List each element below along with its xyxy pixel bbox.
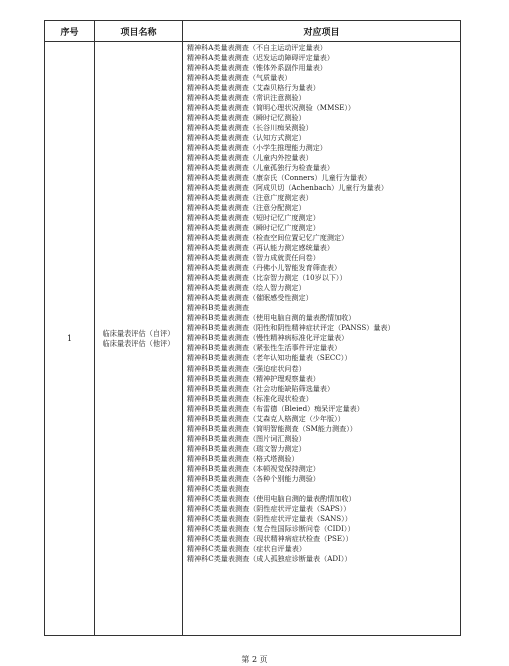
list-item: 精神科A类量表测查（绘人智力测定） <box>187 283 306 293</box>
list-item: 精神科A类量表测查（瞬时记忆测验） <box>187 113 306 123</box>
list-item: 精神科C类量表测查（现状精神病症状检查（PSE）） <box>187 533 353 543</box>
list-item: 精神科B类量表测查 <box>187 303 249 313</box>
list-item: 精神科A类量表测查（智力成就责任问卷） <box>187 253 320 263</box>
list-item: 精神科A类量表测查（小学生推理能力测定） <box>187 143 327 153</box>
list-item: 精神科A类量表测查（检查空间位置记忆广度测定） <box>187 233 349 243</box>
list-item: 精神科B类量表测查（慢性精神病标准化评定量表） <box>187 333 349 343</box>
project-name-line: 临床量表评估（自评） <box>102 328 175 338</box>
items-table <box>44 20 461 636</box>
project-name-line: 临床量表评估（他评） <box>102 338 175 348</box>
list-item: 精神科C类量表测查（使用电脑自测的量表酌情加收） <box>187 493 356 503</box>
row-items-cell <box>183 42 461 636</box>
header-corresponding-items: 对应项目 <box>183 21 461 42</box>
list-item: 精神科B类量表测查（阳性和阴性精神症状评定（PANSS）量表） <box>187 323 395 333</box>
list-item: 精神科B类量表测查（本顿视觉保持测定） <box>187 463 320 473</box>
list-item: 精神科A类量表测查（瞬时记忆广度测定） <box>187 223 320 233</box>
list-item: 精神科A类量表测查（不自主运动评定量表） <box>187 43 327 52</box>
items-list <box>187 43 460 635</box>
list-item: 精神科A类量表测查（艾森贝格行为量表） <box>187 83 320 93</box>
list-item: 精神科B类量表测查（社会功能缺陷筛选量表） <box>187 383 335 393</box>
list-item: 精神科A类量表测查（儿童孤独行为检查量表） <box>187 163 334 173</box>
list-item: 精神科B类量表测查（强迫症状问卷） <box>187 363 306 373</box>
list-item: 精神科A类量表测查（长谷川痴呆测验） <box>187 123 313 133</box>
list-item: 精神科A类量表测查（康奈氏（Conners）儿童行为量表） <box>187 173 372 183</box>
list-item: 精神科A类量表测查（注意广度测定表） <box>187 193 313 203</box>
list-item: 精神科A类量表测查（催眠感受性测定） <box>187 293 313 303</box>
list-item: 精神科A类量表测查（再认能力测定感统量表） <box>187 243 334 253</box>
list-item: 精神科B类量表测查（艾森克人格测定（少年版）） <box>187 413 345 423</box>
list-item: 精神科C类量表测查（成人孤独症诊断量表（ADI）） <box>187 553 352 563</box>
list-item: 精神科A类量表测查（常识注意测验） <box>187 93 306 103</box>
list-item: 精神科A类量表测查（比奈智力测定（10岁以下）） <box>187 273 347 283</box>
row-project-name <box>95 42 183 636</box>
list-item: 精神科A类量表测查（丹佛小儿智能发育筛查表） <box>187 263 342 273</box>
list-item: 精神科B类量表测查（精神护理观察量表） <box>187 373 320 383</box>
list-item: 精神科B类量表测查（格式塔测验） <box>187 453 299 463</box>
list-item: 精神科B类量表测查（紧张性生活事件评定量表） <box>187 343 342 353</box>
list-item: 精神科B类量表测查（各种个别能力测验） <box>187 473 320 483</box>
list-item: 精神科B类量表测查（老年认知功能量表（SECC）） <box>187 353 352 363</box>
header-number: 序号 <box>45 21 95 42</box>
list-item: 精神科A类量表测查（短时记忆广度测定） <box>187 213 320 223</box>
list-item: 精神科C类量表测查 <box>187 483 250 493</box>
list-item: 精神科A类量表测查（气质量表） <box>187 73 292 83</box>
row-number: 1 <box>45 42 95 636</box>
list-item: 精神科C类量表测查（阴性症状评定量表（SANS）） <box>187 513 352 523</box>
table-row <box>45 42 461 636</box>
list-item: 精神科B类量表测查（图片词汇测验） <box>187 433 306 443</box>
list-item: 精神科A类量表测查（注意分配测定） <box>187 203 306 213</box>
list-item: 精神科B类量表测查（简明智能测查（SM能力测查）） <box>187 423 357 433</box>
list-item: 精神科B类量表测查（使用电脑自测的量表酌情加收） <box>187 313 356 323</box>
page-number: 第 2 页 <box>241 655 268 664</box>
list-item: 精神科A类量表测查（锥体外系副作用量表） <box>187 63 327 73</box>
table-header-row <box>45 21 461 42</box>
list-item: 精神科B类量表测查（布雷德（Bleied）痴呆评定量表） <box>187 403 364 413</box>
list-item: 精神科A类量表测查（迟发运动障碍评定量表） <box>187 53 334 63</box>
list-item: 精神科B类量表测查（标准化现状检查） <box>187 393 313 403</box>
list-item: 精神科C类量表测查（复合性国际诊断问卷（CIDI）） <box>187 523 355 533</box>
list-item: 精神科C类量表测查（阴性症状评定量表（SAPS）） <box>187 503 351 513</box>
list-item: 精神科C类量表测查（症状自评量表） <box>187 543 306 553</box>
header-project-name: 项目名称 <box>95 21 183 42</box>
list-item: 精神科A类量表测查（阿成贝切（Achenbach）儿童行为量表） <box>187 183 388 193</box>
list-item: 精神科A类量表测查（儿童内外控量表） <box>187 153 313 163</box>
list-item: 精神科B类量表测查（瑞文智力测定） <box>187 443 306 453</box>
list-item: 精神科A类量表测查（简明心理状况测验（MMSE）） <box>187 103 356 113</box>
list-item: 精神科A类量表测查（认知方式测定） <box>187 133 306 143</box>
